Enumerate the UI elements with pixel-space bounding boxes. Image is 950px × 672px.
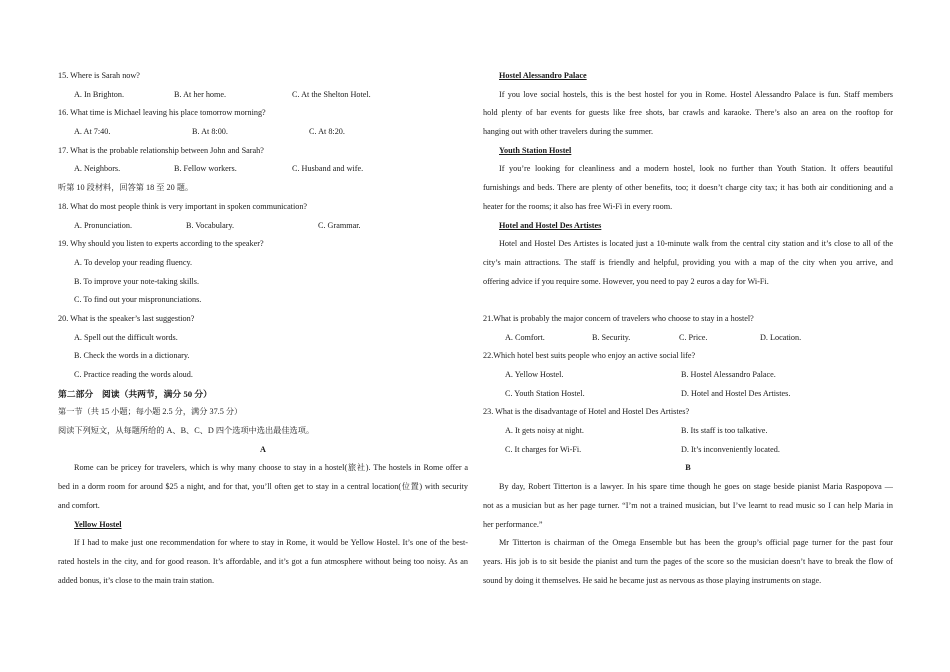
q18-options bbox=[58, 217, 468, 236]
q16-option-a: A. At 7:40. bbox=[74, 127, 111, 137]
q23-option-a: A. It gets noisy at night. bbox=[505, 426, 584, 436]
titterton-line: sound by doing it themselves. He said he became just as nervous as those playing instruments on stage. bbox=[483, 575, 822, 585]
reading-instructions: 阅读下列短文，从每题所给的 A、B、C、D 四个选项中选出最佳选项。 bbox=[58, 426, 315, 436]
q19-option-a: A. To develop your reading fluency. bbox=[74, 257, 193, 267]
q15-options bbox=[58, 86, 468, 105]
q16-options bbox=[58, 123, 468, 142]
spacer bbox=[483, 291, 893, 310]
q15-option-a: A. In Brighton. bbox=[74, 89, 125, 99]
q19-option-b: B. To improve your note-taking skills. bbox=[74, 276, 200, 286]
q16-option-c: C. At 8:20. bbox=[309, 127, 345, 137]
question-18: 18. What do most people think is very important in spoken communication? bbox=[58, 201, 308, 211]
q21-option-d: D. Location. bbox=[760, 332, 802, 342]
q17-options bbox=[58, 160, 468, 179]
question-20: 20. What is the speaker’s last suggestion? bbox=[58, 313, 195, 323]
titterton-line: Mr Titterton is chairman of the Omega Ensemble but has been the group’s official page turner for the past four bbox=[499, 538, 893, 548]
q15-option-c: C. At the Shelton Hotel. bbox=[292, 89, 371, 99]
q22-option-c: C. Youth Station Hostel. bbox=[505, 388, 585, 398]
q20-option-a: A. Spell out the difficult words. bbox=[74, 332, 178, 342]
q23-options-cd bbox=[483, 441, 893, 460]
q21-options bbox=[483, 329, 893, 348]
intro-line: bed in a dorm room for around $25 a night, and for that, you’ll often get to stay in a central location(位置) with security bbox=[58, 482, 468, 492]
q22-options-cd bbox=[483, 385, 893, 404]
yellow-hostel-title: Yellow Hostel bbox=[74, 519, 122, 529]
alessandro-title: Hostel Alessandro Palace bbox=[499, 71, 587, 80]
q15-option-b: B. At her home. bbox=[174, 89, 227, 99]
question-15: 15. Where is Sarah now? bbox=[58, 71, 140, 80]
listening-material-note: 听第 10 段材料，回答第 18 至 20 题。 bbox=[58, 183, 194, 193]
q18-option-b: B. Vocabulary. bbox=[186, 220, 235, 230]
q22-option-a: A. Yellow Hostel. bbox=[505, 370, 564, 379]
yellow-line: If I had to make just one recommendation for where to stay in Rome, it would be Yellow Hostel. It’s one of the best- bbox=[74, 538, 468, 548]
question-19: 19. Why should you listen to experts according to the speaker? bbox=[58, 239, 264, 249]
youth-line: furnishings and beds. There are plenty of other benefits, too; it doesn’t charge city tax; it has both air conditioning and a bbox=[483, 183, 893, 193]
question-17: 17. What is the probable relationship between John and Sarah? bbox=[58, 145, 264, 155]
q17-option-c: C. Husband and wife. bbox=[292, 164, 364, 174]
q17-option-b: B. Fellow workers. bbox=[174, 164, 237, 174]
q21-option-c: C. Price. bbox=[679, 332, 708, 342]
question-22: 22.Which hotel best suits people who enjoy an active social life? bbox=[483, 351, 696, 361]
titterton-line: By day, Robert Titterton is a lawyer. In his spare time though he goes on stage beside pianist Maria Raspopova — bbox=[499, 482, 893, 492]
q21-option-b: B. Security. bbox=[592, 332, 631, 342]
q17-option-a: A. Neighbors. bbox=[74, 164, 121, 174]
alessandro-line: hold plenty of bar events for guests like free shots, bar crawls and karaoke. There’s also an area on the rooftop for bbox=[483, 108, 893, 118]
q22-option-b: B. Hostel Alessandro Palace. bbox=[681, 370, 776, 379]
q21-option-a: A. Comfort. bbox=[505, 332, 545, 342]
q23-option-d: D. It’s inconveniently located. bbox=[681, 444, 780, 454]
q19-option-c: C. To find out your mispronunciations. bbox=[74, 295, 202, 305]
left-column bbox=[58, 67, 468, 590]
youth-station-title: Youth Station Hostel bbox=[499, 145, 572, 155]
alessandro-line: hanging out with other travelers during the summer. bbox=[483, 127, 654, 137]
q23-option-b: B. Its staff is too talkative. bbox=[681, 426, 768, 436]
question-23: 23. What is the disadvantage of Hotel and Hostel Des Artistes? bbox=[483, 407, 690, 417]
question-21: 21.What is probably the major concern of travelers who choose to stay in a hostel? bbox=[483, 313, 754, 323]
passage-b-label: B bbox=[685, 463, 691, 473]
alessandro-line: If you love social hostels, this is the best hostel for you in Rome. Hostel Alessandro Palace is fun. Staff members bbox=[499, 89, 893, 99]
q22-option-d: D. Hotel and Hostel Des Artistes. bbox=[681, 388, 791, 398]
right-column bbox=[483, 67, 893, 590]
des-artistes-line: city’s main attractions. The staff is friendly and helpful, providing you with a map of the city when you arrive, and bbox=[483, 257, 893, 267]
q16-option-b: B. At 8:00. bbox=[192, 127, 228, 137]
titterton-line: her performance.” bbox=[483, 519, 543, 529]
titterton-line: years. His job is to sit beside the pianist and turn the pages of the score so the musician doesn’t have to break the flow of bbox=[483, 556, 893, 566]
part2-heading: 第二部分 阅读（共两节，满分 50 分） bbox=[58, 388, 212, 399]
intro-line: Rome can be pricey for travelers, which is why many choose to stay in a hostel(旅社). The hostels in Rome offer a bbox=[74, 463, 468, 473]
q22-options-ab bbox=[483, 366, 893, 385]
des-artistes-line: offering advice if you require some. However, you need to pay 2 euros a day for Wi-Fi. bbox=[483, 276, 769, 286]
q18-option-c: C. Grammar. bbox=[318, 220, 361, 230]
des-artistes-title: Hotel and Hostel Des Artistes bbox=[499, 220, 602, 230]
youth-line: If you’re looking for cleanliness and a modern hostel, look no further than Youth Station. It offers beautiful bbox=[499, 164, 893, 174]
q20-option-c: C. Practice reading the words aloud. bbox=[74, 370, 193, 379]
section1-heading: 第一节（共 15 小题；每小题 2.5 分，满分 37.5 分） bbox=[58, 407, 243, 417]
passage-a-label: A bbox=[260, 444, 266, 454]
q23-options-ab bbox=[483, 422, 893, 441]
intro-line: and comfort. bbox=[58, 500, 100, 510]
yellow-line: added bonus, it’s close to the main train station. bbox=[58, 575, 214, 585]
q18-option-a: A. Pronunciation. bbox=[74, 220, 132, 230]
youth-line: heater for the rooms; it also has free Wi-Fi in every room. bbox=[483, 201, 673, 211]
q23-option-c: C. It charges for Wi-Fi. bbox=[505, 444, 582, 454]
question-16: 16. What time is Michael leaving his place tomorrow morning? bbox=[58, 108, 266, 118]
titterton-line: not as a musician but as her page turner. “I’m not a trained musician, but I’ve learnt to read music so I can help Maria in bbox=[483, 500, 893, 510]
des-artistes-line: Hotel and Hostel Des Artistes is located just a 10-minute walk from the central city station and it’s close to all of the bbox=[499, 239, 893, 249]
yellow-line: rated hostels in the city, and for good reason. It’s affordable, and it’s got a fun atmosphere without being too noisy. As an bbox=[58, 556, 468, 566]
q20-option-b: B. Check the words in a dictionary. bbox=[74, 351, 190, 361]
